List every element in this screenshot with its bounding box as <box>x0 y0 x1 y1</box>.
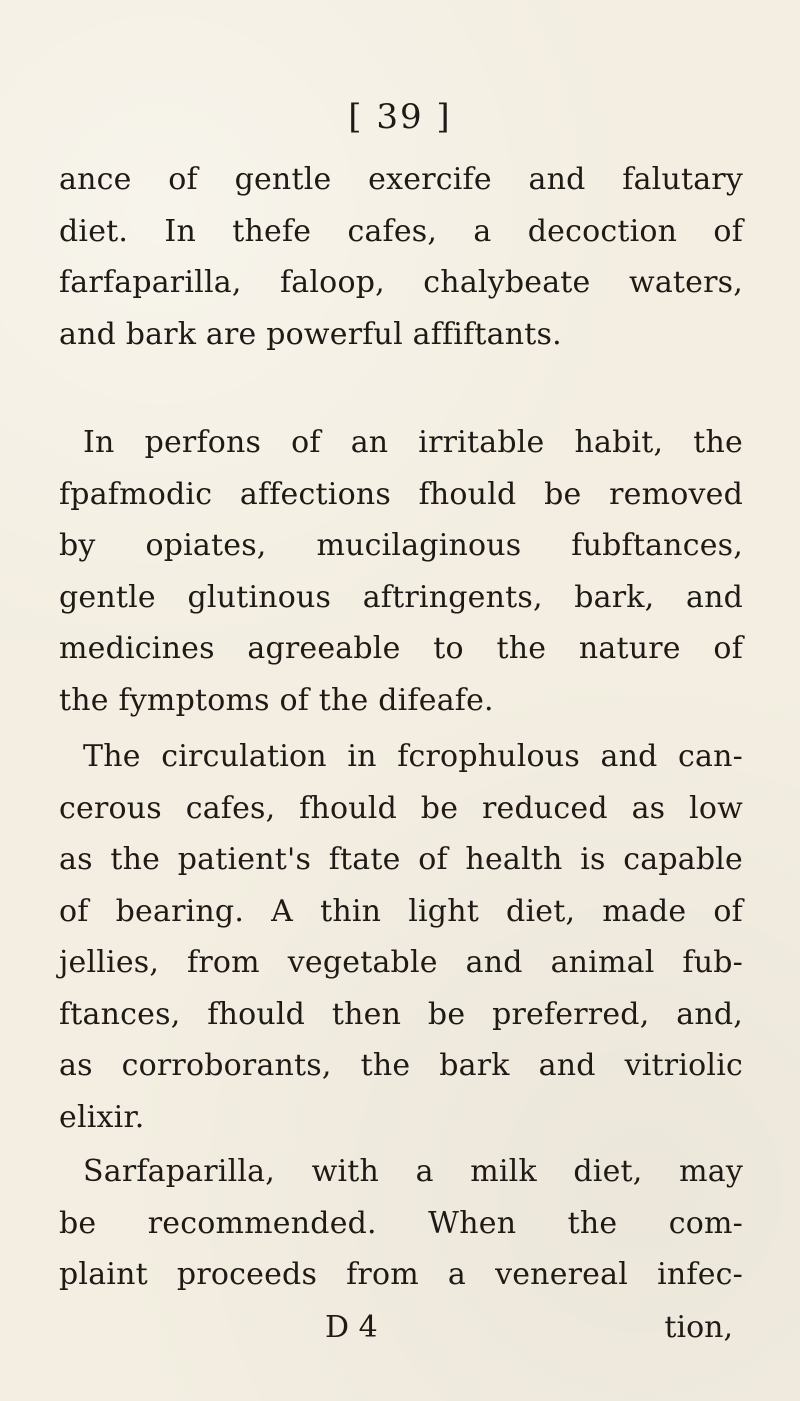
text-line: ance of gentle exercife and falutary <box>59 162 743 197</box>
text-line: In perfons of an irritable habit, the <box>83 425 743 460</box>
page-footer <box>59 1302 743 1354</box>
paragraph-3 <box>59 731 743 1143</box>
text-line: as the patient's ftate of health is capable <box>59 842 743 877</box>
text-line: the fymptoms of the difeafe. <box>59 682 494 718</box>
text-line: plaint proceeds from a venereal infec- <box>59 1257 743 1292</box>
signature-mark: D 4 <box>325 1310 378 1345</box>
paragraph-1 <box>59 154 743 360</box>
text-line: diet. In thefe cafes, a decoction of <box>59 213 743 249</box>
text-line: by opiates, mucilaginous fubftances, <box>59 528 743 563</box>
text-line: gentle glutinous aftringents, bark, and <box>59 579 743 615</box>
text-line: cerous cafes, fhould be reduced as low <box>59 790 743 826</box>
text-line: as corroborants, the bark and vitriolic <box>59 1048 743 1083</box>
text-line: medicines agreeable to the nature of <box>59 631 743 666</box>
text-line: The circulation in fcrophulous and can- <box>83 739 743 774</box>
text-line: fpafmodic affections fhould be removed <box>59 476 743 512</box>
text-line: Sarfaparilla, with a milk diet, may <box>83 1154 743 1189</box>
page-number-header: [ 39 ] <box>348 97 452 137</box>
text-line: jellies, from vegetable and animal fub- <box>59 945 743 980</box>
text-line: be recommended. When the com- <box>59 1205 743 1241</box>
text-line: and bark are powerful affiftants. <box>59 316 562 352</box>
text-line: elixir. <box>59 1099 145 1135</box>
text-line: ftances, fhould then be preferred, and, <box>59 996 743 1032</box>
catchword: tion, <box>664 1310 733 1345</box>
text-line: farfaparilla, faloop, chalybeate waters, <box>59 265 743 300</box>
paragraph-4 <box>59 1146 743 1301</box>
paragraph-2 <box>59 417 743 726</box>
text-line: of bearing. A thin light diet, made of <box>59 893 743 929</box>
